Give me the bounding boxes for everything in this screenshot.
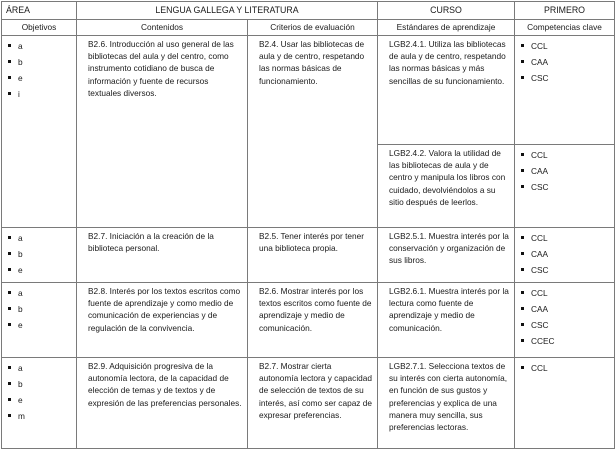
- standard-text: LGB2.4.1. Utiliza las bibliotecas de aula y de centro, respetando las normas básicas y más sencillas de su funcionamiento.: [389, 39, 506, 86]
- criterion-cell: [248, 358, 378, 449]
- objectives-cell: [2, 283, 77, 358]
- area-header: ÁREA: [2, 2, 77, 20]
- contents-header: Contenidos: [77, 20, 248, 36]
- standard-text: LGB2.5.1. Muestra interés por la conservación y organización de sus libros.: [389, 231, 509, 266]
- content-cell: [77, 228, 248, 283]
- table-row: [2, 358, 615, 449]
- competence-item: CAA: [520, 54, 609, 70]
- subject-header: LENGUA GALLEGA Y LITERATURA: [77, 2, 378, 20]
- objective-item: e: [7, 317, 71, 333]
- content-text: B2.7. Iniciación a la creación de la biblioteca personal.: [88, 231, 214, 254]
- criterion-text: B2.5. Tener interés por tener una biblioteca propia.: [259, 231, 365, 254]
- objectives-cell: [2, 228, 77, 283]
- criterion-cell: [248, 228, 378, 283]
- objective-item: b: [7, 301, 71, 317]
- objectives-cell: [2, 36, 77, 228]
- objective-item: a: [7, 285, 71, 301]
- standard-text: LGB2.6.1. Muestra interés por la lectura como fuente de aprendizaje y medio de comunicación.: [389, 286, 509, 333]
- standard-cell: [378, 145, 515, 228]
- objective-item: b: [7, 246, 71, 262]
- content-cell: [77, 358, 248, 449]
- competences-cell: [515, 228, 615, 283]
- content-text: B2.8. Interés por los textos escritos como fuente de aprendizaje y como medio de comunicación de experiencias y de regulación de la convivencia.: [88, 286, 241, 333]
- criterion-cell: [248, 36, 378, 228]
- standard-cell: [378, 228, 515, 283]
- competence-item: CAA: [520, 163, 609, 179]
- objective-item: a: [7, 38, 71, 54]
- curriculum-table: [1, 1, 615, 449]
- competence-item: CCL: [520, 147, 609, 163]
- objective-item: b: [7, 54, 71, 70]
- competences-cell: [515, 358, 615, 449]
- level-header: PRIMERO: [515, 2, 615, 20]
- table-row: [2, 228, 615, 283]
- competences-cell: [515, 283, 615, 358]
- standard-text: LGB2.4.2. Valora la utilidad de las bibliotecas de aula y de centro y manipula los libros con cuidado, devolviéndolos a su sitio después de leerlos.: [389, 148, 506, 207]
- criterion-text: B2.4. Usar las bibliotecas de aula y de centro, respetando las normas básicas de funcionamiento.: [259, 39, 365, 86]
- competence-item: CCL: [520, 360, 609, 376]
- competence-item: CSC: [520, 317, 609, 333]
- course-header: CURSO: [378, 2, 515, 20]
- table-row: [2, 36, 615, 145]
- objective-item: m: [7, 408, 71, 424]
- competence-item: CCL: [520, 230, 609, 246]
- standard-cell: [378, 36, 515, 145]
- table-row: [2, 283, 615, 358]
- objective-item: e: [7, 392, 71, 408]
- content-cell: [77, 283, 248, 358]
- competence-item: CCEC: [520, 333, 609, 349]
- competence-item: CCL: [520, 285, 609, 301]
- competence-item: CSC: [520, 70, 609, 86]
- competences-cell: [515, 36, 615, 145]
- competences-cell: [515, 145, 615, 228]
- standard-text: LGB2.7.1. Selecciona textos de su interés con cierta autonomía, en función de sus gustos y preferencias y explica de una manera muy sencilla, sus preferencias lectoras.: [389, 361, 508, 433]
- objectives-header: Objetivos: [2, 20, 77, 36]
- competence-item: CSC: [520, 179, 609, 195]
- objective-item: a: [7, 360, 71, 376]
- criterion-cell: [248, 283, 378, 358]
- objective-item: e: [7, 70, 71, 86]
- competence-item: CCL: [520, 38, 609, 54]
- criteria-header: Criterios de evaluación: [248, 20, 378, 36]
- criterion-text: B2.7. Mostrar cierta autonomía lectora y capacidad de selección de textos de su interés, así como ser capaz de expresar preferencias.: [259, 361, 373, 420]
- competence-item: CAA: [520, 246, 609, 262]
- objective-item: i: [7, 86, 71, 102]
- header-row: [2, 2, 615, 20]
- subheader-row: [2, 20, 615, 36]
- criterion-text: B2.6. Mostrar interés por los textos escritos como fuente de aprendizaje y medio de comunicación.: [259, 286, 372, 333]
- standard-cell: [378, 283, 515, 358]
- content-text: B2.6. Introducción al uso general de las bibliotecas del aula y del centro, como instrumento cotidiano de busca de información y fuente de recursos textuales diversos.: [88, 39, 234, 98]
- content-text: B2.9. Adquisición progresiva de la autonomía lectora, de la capacidad de elección de temas y de textos y de expresión de las preferencias personales.: [88, 361, 242, 408]
- standard-cell: [378, 358, 515, 449]
- objective-item: b: [7, 376, 71, 392]
- objectives-cell: [2, 358, 77, 449]
- objective-item: a: [7, 230, 71, 246]
- competence-item: CSC: [520, 262, 609, 278]
- competence-item: CAA: [520, 301, 609, 317]
- objective-item: e: [7, 262, 71, 278]
- competences-header: Competencias clave: [515, 20, 615, 36]
- content-cell: [77, 36, 248, 228]
- standards-header: Estándares de aprendizaje: [378, 20, 515, 36]
